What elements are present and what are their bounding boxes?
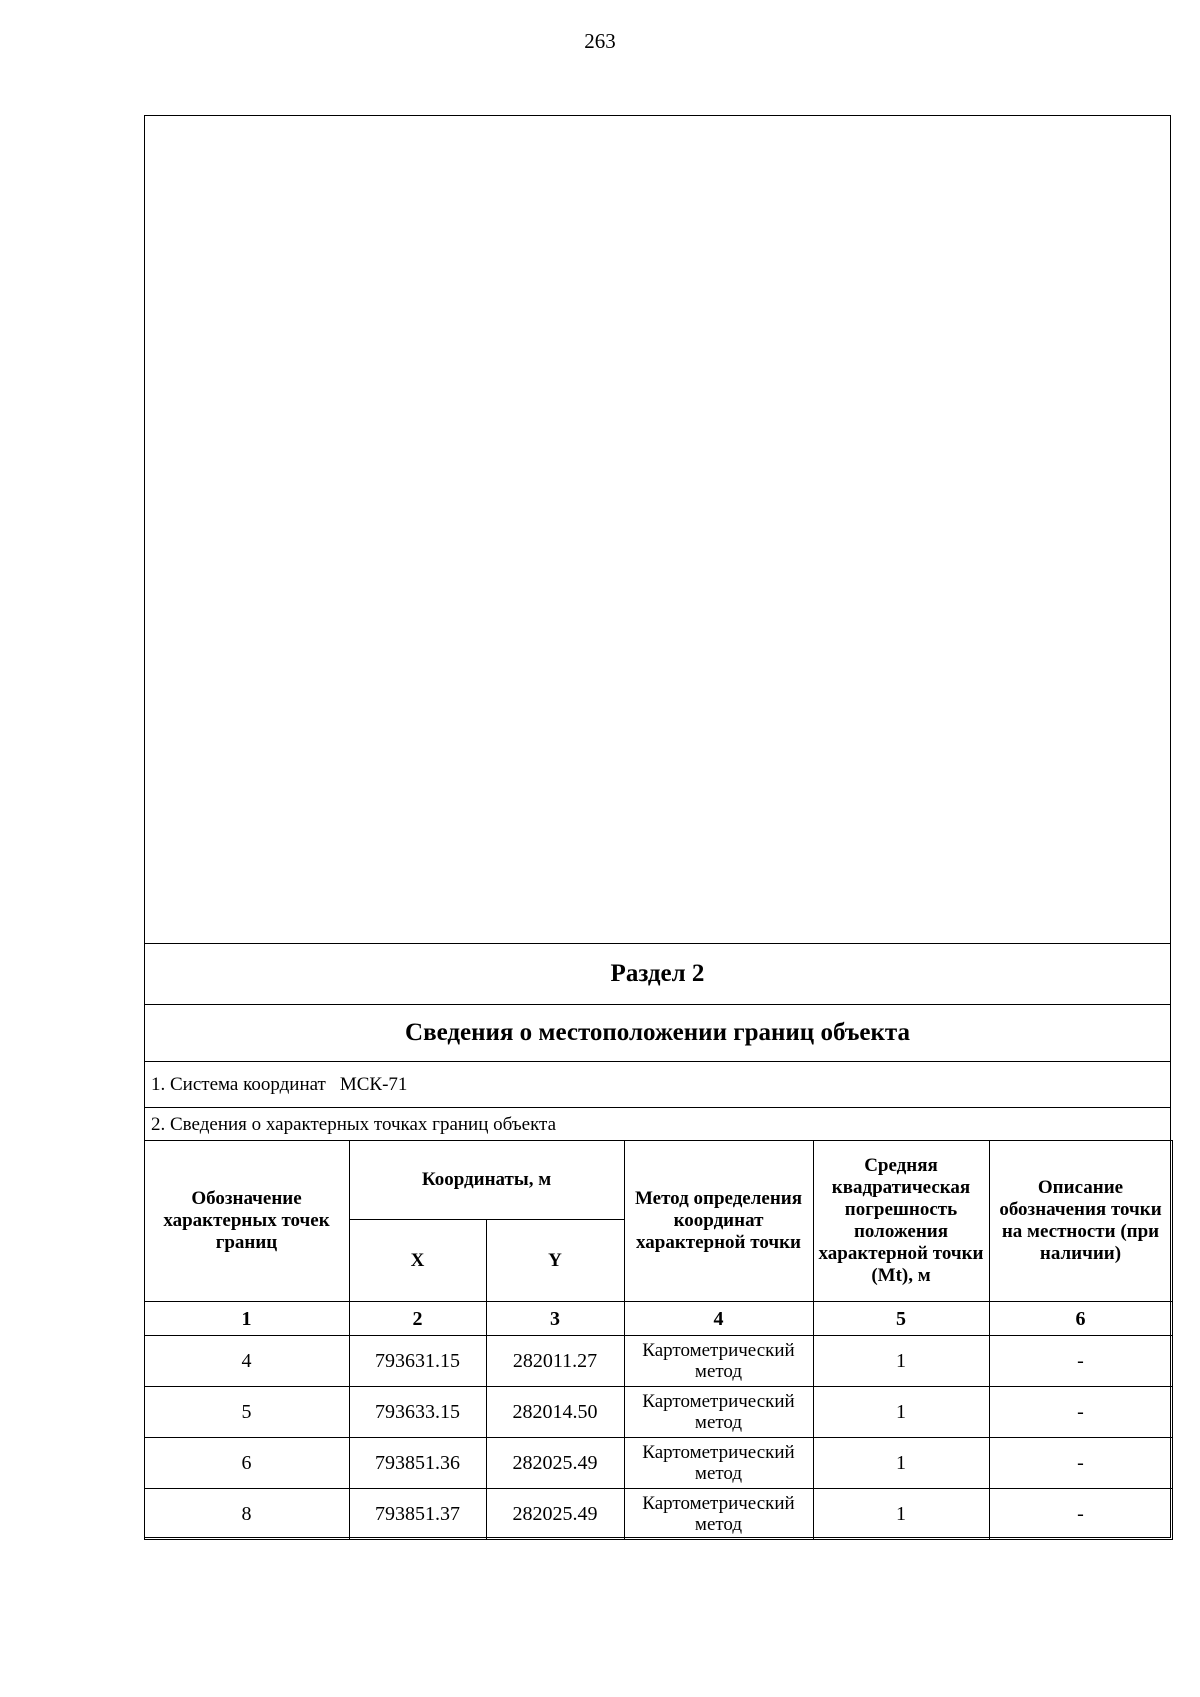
table-row <box>144 1489 1172 1540</box>
table-row <box>144 1387 1172 1438</box>
coord-x: 793851.36 <box>349 1438 486 1489</box>
column-number: 5 <box>813 1302 989 1336</box>
table-row <box>144 1336 1172 1387</box>
method: Картометрический метод <box>624 1336 813 1387</box>
column-number: 1 <box>144 1302 349 1336</box>
coord-x: 793631.15 <box>349 1336 486 1387</box>
point-id: 5 <box>144 1387 349 1438</box>
document-frame <box>144 115 1171 1538</box>
coord-x: 793851.37 <box>349 1489 486 1540</box>
description: - <box>989 1489 1172 1540</box>
coordinate-system-row <box>145 1061 1170 1107</box>
header-y: Y <box>486 1220 624 1302</box>
coord-x: 793633.15 <box>349 1387 486 1438</box>
method: Картометрический метод <box>624 1387 813 1438</box>
coordinate-system-value: МСК-71 <box>339 1073 408 1095</box>
error: 1 <box>813 1438 989 1489</box>
error: 1 <box>813 1387 989 1438</box>
column-number: 3 <box>486 1302 624 1336</box>
coord-y: 282025.49 <box>486 1489 624 1540</box>
section-subtitle: Сведения о местоположении границ объекта <box>145 1004 1170 1061</box>
method: Картометрический метод <box>624 1438 813 1489</box>
coord-y: 282025.49 <box>486 1438 624 1489</box>
description: - <box>989 1336 1172 1387</box>
column-number: 6 <box>989 1302 1172 1336</box>
points-caption: 2. Сведения о характерных точках границ объекта <box>145 1107 1170 1141</box>
blank-area <box>145 116 1170 946</box>
point-id: 4 <box>144 1336 349 1387</box>
column-number: 2 <box>349 1302 486 1336</box>
coord-y: 282011.27 <box>486 1336 624 1387</box>
error: 1 <box>813 1489 989 1540</box>
method: Картометрический метод <box>624 1489 813 1540</box>
error: 1 <box>813 1336 989 1387</box>
coordinate-system-label: 1. Система координат <box>151 1073 326 1095</box>
table-row <box>144 1438 1172 1489</box>
page-number: 263 <box>584 29 616 53</box>
point-id: 6 <box>144 1438 349 1489</box>
header-error: Средняя квадратическая погрешность положения характерной точки (Mt), м <box>813 1141 989 1302</box>
column-number: 4 <box>624 1302 813 1336</box>
section-title: Раздел 2 <box>145 943 1170 1004</box>
description: - <box>989 1438 1172 1489</box>
coord-y: 282014.50 <box>486 1387 624 1438</box>
header-coordinates: Координаты, м <box>349 1141 624 1220</box>
description: - <box>989 1387 1172 1438</box>
header-designation: Обозначение характерных точек границ <box>144 1141 349 1302</box>
boundary-points-table <box>144 1140 1173 1540</box>
header-x: X <box>349 1220 486 1302</box>
header-method: Метод определения координат характерной точки <box>624 1141 813 1302</box>
point-id: 8 <box>144 1489 349 1540</box>
header-description: Описание обозначения точки на местности (при наличии) <box>989 1141 1172 1302</box>
